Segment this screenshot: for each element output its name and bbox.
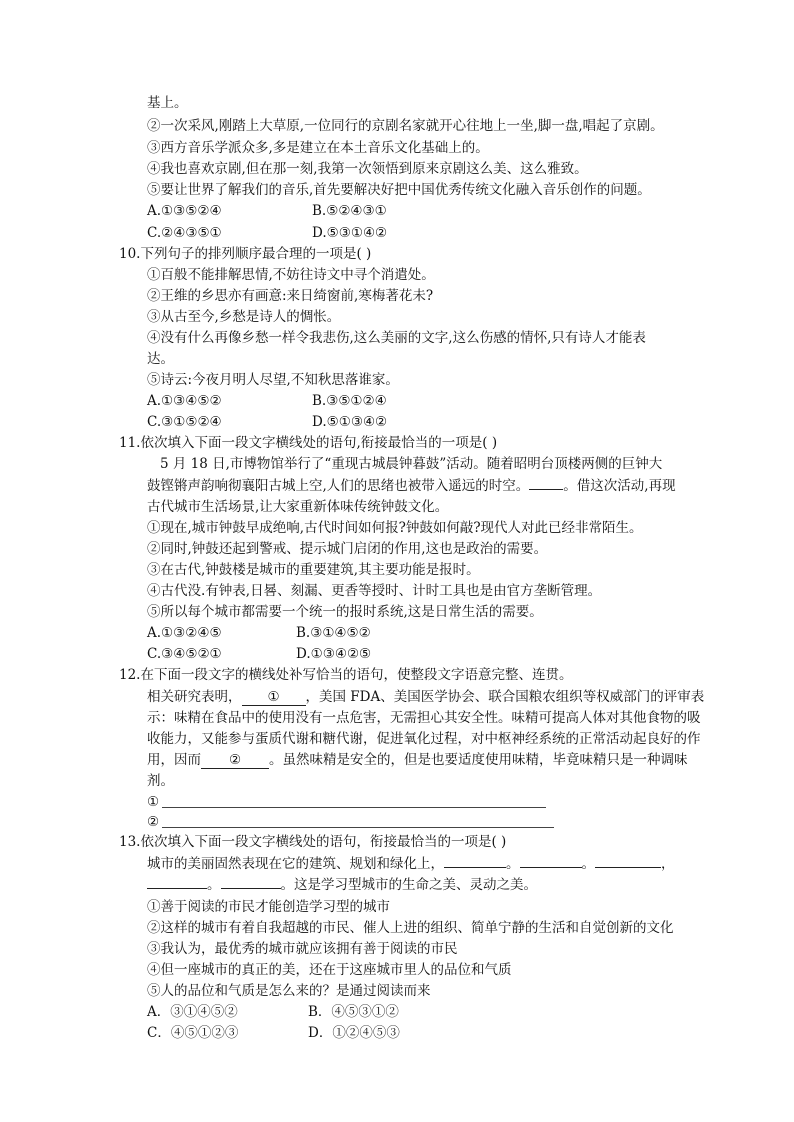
q10-option-d[interactable]: D.⑤①③④② bbox=[312, 414, 388, 430]
q13-sentence-2: ②这样的城市有着自我超越的市民、催人上进的组织、简单宁静的生活和自觉创新的文化 bbox=[147, 920, 674, 936]
q11-passage-text-end: 。借这次活动,再现 bbox=[563, 478, 676, 494]
q10-stem: 10.下列句子的排列顺序最合理的一项是( ) bbox=[119, 246, 372, 262]
q11-sentence-5: ⑤所以每个城市都需要一个统一的报时系统,这是日常生活的需要。 bbox=[147, 604, 543, 620]
q12-answer-label-2: ② bbox=[147, 814, 160, 830]
q13-passage-text-end: 。这是学习型城市的生命之美、灵动之美。 bbox=[280, 877, 537, 893]
q13-option-a[interactable]: A．③①④⑤② bbox=[147, 1004, 238, 1020]
q13-blank-4[interactable] bbox=[147, 888, 207, 889]
q9-option-d[interactable]: D.⑤③①④② bbox=[312, 225, 388, 241]
q12-passage-text: 相关研究表明， bbox=[147, 689, 242, 705]
q10-sentence-2: ②王维的乡思亦有画意:来日绮窗前,寒梅著花未? bbox=[147, 288, 434, 304]
q9-option-b[interactable]: B.⑤②④③① bbox=[312, 203, 387, 219]
q9-option-c[interactable]: C.②④③⑤① bbox=[147, 225, 222, 241]
q13-blank-2[interactable] bbox=[520, 867, 582, 868]
q11-sentence-3: ③在古代,钟鼓楼是城市的重要建筑,其主要功能是报时。 bbox=[147, 562, 480, 578]
q12-passage-text-c: 用，因而 bbox=[147, 752, 201, 768]
q10-option-a[interactable]: A.①③④⑤② bbox=[147, 393, 222, 409]
q13-sentence-4: ④但一座城市的真正的美，还在于这座城市里人的品位和气质 bbox=[147, 962, 512, 978]
q10-sentence-4: ④没有什么再像乡愁一样令我悲伤,这么美丽的文字,这么伤感的情怀,只有诗人才能表 bbox=[147, 330, 646, 346]
q11-stem: 11.依次填入下面一段文字横线处的语句,衔接最恰当的一项是( ) bbox=[119, 435, 498, 451]
q11-passage-line-2 bbox=[147, 476, 676, 496]
q11-sentence-1: ①现在,城市钟鼓早成绝响,古代时间如何报?钟鼓如何敲?现代人对此已经非常陌生。 bbox=[147, 520, 643, 536]
q10-sentence-3: ③从古至今,乡愁是诗人的惆怅。 bbox=[147, 309, 341, 325]
q12-passage-text-b: ，美国 FDA、美国医学协会、联合国粮农组织等权威部门的评审表 bbox=[305, 689, 705, 705]
q13-blank-1[interactable] bbox=[444, 867, 506, 868]
q11-sentence-2: ②同时,钟鼓还起到警戒、提示城门启闭的作用,这也是政治的需要。 bbox=[147, 541, 548, 557]
q13-punct-4: 。 bbox=[207, 877, 221, 893]
q9-option-a[interactable]: A.①③⑤②④ bbox=[147, 203, 222, 219]
q12-passage-text-d: 。虽然味精是安全的，但是也要适度使用味精，毕竟味精只是一种调味 bbox=[269, 752, 688, 768]
q13-passage-text: 城市的美丽固然表现在它的建筑、规划和绿化上， bbox=[147, 856, 444, 872]
q13-sentence-5: ⑤人的品位和气质是怎么来的？是通过阅读而来 bbox=[147, 983, 431, 999]
q10-sentence-4-cont: 达。 bbox=[147, 351, 174, 367]
q11-blank[interactable] bbox=[529, 489, 563, 490]
q10-option-c[interactable]: C.③①⑤②④ bbox=[147, 414, 222, 430]
q12-answer-label-1: ① bbox=[147, 794, 160, 810]
q10-sentence-1: ①百般不能排解思情,不妨往诗文中寻个消遣处。 bbox=[147, 267, 435, 283]
q12-passage-line-4 bbox=[147, 750, 688, 770]
q11-passage-text: 鼓铿锵声韵响彻襄阳古城上空,人们的思绪也被带入遥远的时空。 bbox=[147, 478, 530, 494]
q12-stem: 12.在下面一段文字的横线处补写恰当的语句，使整段文字语意完整、连贯。 bbox=[119, 667, 573, 683]
q13-blank-5[interactable] bbox=[221, 888, 281, 889]
q11-passage-line-1: 5 月 18 日,市博物馆举行了“重现古城晨钟暮鼓”活动。随着昭明台顶楼两侧的巨钟大 bbox=[160, 456, 663, 472]
q9-sentence-5: ⑤要让世界了解我们的音乐,首先要解决好把中国优秀传统文化融入音乐创作的问题。 bbox=[147, 182, 651, 198]
q11-passage-line-3: 古代城市生活场景,让大家重新体味传统钟鼓文化。 bbox=[147, 499, 449, 515]
q12-passage-line-3: 收能力，又能参与蛋质代谢和糖代谢，促进氧化过程，对中枢神经系统的正常活动起良好的作 bbox=[147, 731, 701, 747]
q13-option-d[interactable]: D．①②④⑤③ bbox=[308, 1025, 400, 1041]
q13-punct-2: 。 bbox=[581, 856, 595, 872]
q9-sentence-3: ③西方音乐学派众多,多是建立在本土音乐文化基础上的。 bbox=[147, 140, 489, 156]
q13-blank-3[interactable] bbox=[595, 867, 661, 868]
q13-option-b[interactable]: B．④⑤③①② bbox=[308, 1004, 399, 1020]
q9-continuation: 基上。 bbox=[147, 95, 188, 111]
q13-punct-3: ， bbox=[661, 856, 675, 872]
q13-passage-line-1 bbox=[147, 854, 675, 874]
q12-answer-field-2[interactable] bbox=[162, 827, 554, 828]
q10-option-b[interactable]: B.③⑤①②④ bbox=[312, 393, 387, 409]
q11-sentence-4: ④古代没.有钟表,日晷、刻漏、更香等授时、计时工具也是由官方垄断管理。 bbox=[147, 583, 602, 599]
q11-option-c[interactable]: C.③④⑤②① bbox=[147, 646, 222, 662]
q13-passage-line-2 bbox=[147, 875, 537, 895]
q13-sentence-3: ③我认为，最优秀的城市就应该拥有善于阅读的市民 bbox=[147, 941, 458, 957]
q13-stem: 13.依次填入下面一段文字横线处的语句，衔接最恰当的一项是( ) bbox=[119, 834, 507, 850]
q12-passage-line-1 bbox=[147, 687, 704, 707]
q13-option-c[interactable]: C．④⑤①②③ bbox=[147, 1025, 239, 1041]
q9-sentence-4: ④我也喜欢京剧,但在那一刻,我第一次领悟到原来京剧这么美、这么雅致。 bbox=[147, 161, 588, 177]
q13-sentence-1: ①善于阅读的市民才能创造学习型的城市 bbox=[147, 899, 390, 915]
q13-punct-1: 。 bbox=[506, 856, 520, 872]
q9-sentence-2: ②一次采风,刚踏上大草原,一位同行的京剧名家就开心往地上一坐,脚一盘,唱起了京剧。 bbox=[147, 118, 664, 134]
q12-passage-line-2: 示：味精在食品中的使用没有一点危害，无需担心其安全性。味精可提高人体对其他食物的吸 bbox=[147, 710, 701, 726]
q12-blank-2[interactable]: ② bbox=[201, 752, 269, 769]
q12-blank-1[interactable]: ① bbox=[242, 689, 306, 706]
q11-option-a[interactable]: A.①③②④⑤ bbox=[147, 625, 222, 641]
q12-answer-field-1[interactable] bbox=[162, 807, 546, 808]
q10-sentence-5: ⑤诗云:今夜月明人尽望,不知秋思落谁家。 bbox=[147, 372, 399, 388]
q11-option-b[interactable]: B.③①④⑤② bbox=[296, 625, 371, 641]
q11-option-d[interactable]: D.①③④②⑤ bbox=[296, 646, 372, 662]
q12-passage-line-5: 剂。 bbox=[147, 773, 174, 789]
